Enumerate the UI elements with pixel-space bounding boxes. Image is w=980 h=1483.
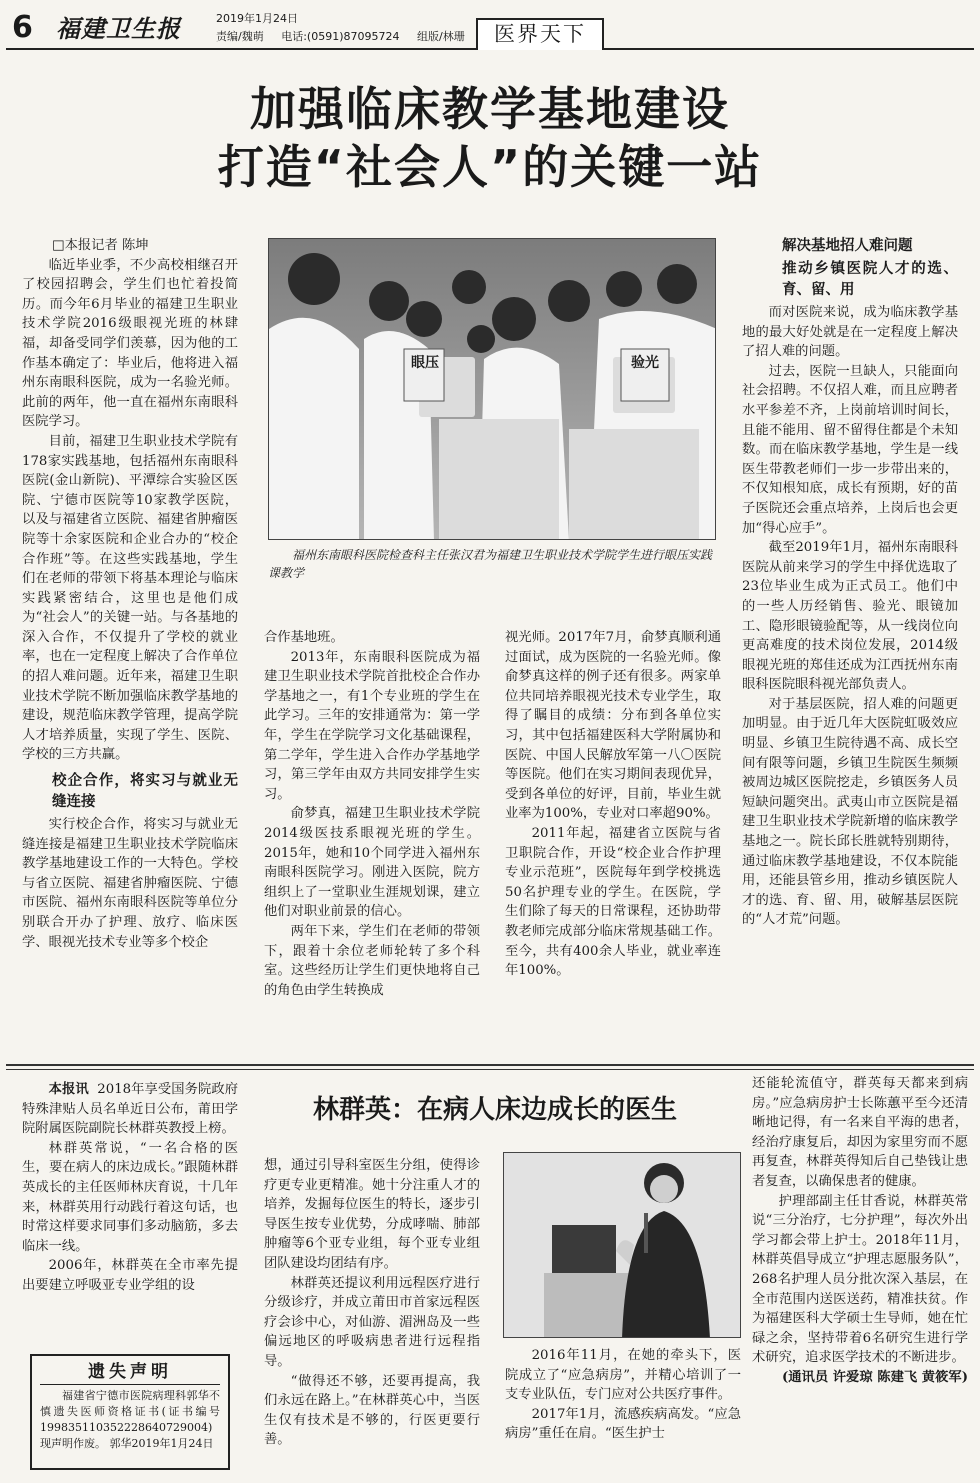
paragraph: 过去，医院一旦缺人，只能面向社会招聘。不仅招人难，而且应聘者水平参差不齐，上岗前培训时间长，且能不能用、留不留得住都是个未知数。而在临床教学基地，学生是一线医生带教老师们一步一步带出来的，不仅知根知底，成长有预期，好的苗子医院还会重点培养，上岗后也会更加“得心应手”。	[742, 363, 958, 536]
article2-column-3	[505, 1346, 741, 1444]
masthead-meta	[216, 28, 479, 44]
section-divider	[6, 1064, 974, 1066]
paragraph: 2018年享受国务院政府特殊津贴人员名单近日公布，莆田学院附属医院副院长林群英教授上榜。	[22, 1082, 239, 1137]
photo-sign-left: 眼压	[411, 355, 439, 371]
lead-label: 本报讯	[48, 1082, 89, 1097]
lost-notice	[30, 1354, 230, 1470]
editor: 责编/魏萌	[216, 30, 264, 43]
paragraph: 2016年11月，在她的牵头下，医院成立了“应急病房”，并精心培训了一支专业队伍，专门应对公共医疗事件。	[505, 1348, 741, 1403]
subhead: 推动乡镇医院人才的选、育、留、用	[782, 261, 958, 298]
paragraph: 合作基地班。	[264, 630, 344, 645]
subhead: 校企合作，将实习与就业无缝连接	[52, 773, 238, 811]
article2-column-1	[22, 1080, 238, 1296]
classroom-photo	[268, 238, 716, 540]
paragraph: 截至2019年1月，福州东南眼科医院从前来学习的学生中择优选取了23位毕业生成为正式员工。他们中的一些人历经销售、验光、眼镜加工、隐形眼镜验配等，从一线岗位向更高难度的技术岗位发展，2014级眼视光班的郑佳还成为江西抚州东南眼科医院眼科视光部负责人。	[742, 540, 958, 693]
paragraph: 2017年1月，流感疾病高发。“应急病房”重任在肩。“医生护士	[505, 1406, 741, 1442]
notice-title: 遗失声明	[40, 1360, 220, 1385]
paragraph: 还能轮流值守，群英每天都来到病房。”应急病房护士长陈蕙平至今还清晰地记得，有一名来自平海的患者，经治疗康复后，却因为家里穷而不愿再复查，林群英得知后自己垫钱让患者复查，以确保患者的健康。	[752, 1076, 968, 1189]
paragraph: “做得还不够，还要再提高，我们永远在路上。”在林群英心中，当医生仅有技术是不够的，行医更要行善。	[264, 1373, 480, 1448]
article2-column-4	[752, 1074, 968, 1388]
paragraph: 俞梦真，福建卫生职业技术学院2014级医技系眼视光班的学生。2015年，她和10个同学进入福州东南眼科医院学习。刚进入医院，院方组织上了一堂职业生涯规划课，建立他们对职业前景的信心。	[264, 806, 480, 920]
paragraph: 对于基层医院，招人难的问题更加明显。由于近几年大医院虹吸效应明显、乡镇卫生院待遇不高、成长空间有限等问题，乡镇卫生院医生频频被周边城区医院挖走，乡镇医务人员短缺问题突出。武夷山市立医院是福建卫生职业技术学院新增的临床教学基地之一。院长邱长胜就特别期待，通过临床教学基地建设，不仅本院能用，还能县管乡用，推动乡镇医院人才的选、育、留、用，破解基层医院的“人才荒”问题。	[742, 696, 958, 928]
section-divider	[6, 1069, 974, 1070]
paragraph: 2011年起，福建省立医院与省卫职院合作，开设“校企业合作护理专业示范班”，医院每年到学校挑选50名护理专业的学生。在医院，学生们除了每天的日常课程，还协助带教老师完成部分临床常规基础工作。至今，共有400余人毕业，就业率连年100%。	[505, 825, 721, 979]
paragraph: 林群英常说，“一名合格的医生，要在病人的床边成长。”跟随林群英成长的主任医师林庆育说，十几年来，林群英用行动践行着这句话，也时常这样要求同事们多动脑筋，多去临床一线。	[22, 1140, 238, 1254]
layout-editor: 组版/林珊	[417, 30, 465, 43]
paragraph: 2013年，东南眼科医院成为福建卫生职业技术学院首批校企合作办学基地之一，有1个专业班的学生在此学习。三年的安排通常为：第一学年，学生在学院学习文化基础课程，第二学年，学生进入合作办学基地学习，第三学年由双方共同安排学生实习。	[264, 649, 480, 802]
masthead	[6, 8, 974, 50]
paragraph: 护理部副主任甘香说，林群英常说“三分治疗，七分护理”，每次外出学习都会带上护士。2018年11月，林群英倡导成立“护理志愿服务队”，268名护理人员分批次深入基层，在全市范围内送医送药，精准扶贫。作为福建医科大学硕士生导师，她在忙碌之余，坚持带着6名研究生进行学术研究，追求医学技术的不断进步。	[752, 1193, 968, 1366]
portrait-photo	[503, 1152, 741, 1338]
section-title: 医界天下	[476, 18, 604, 50]
paragraph: 视光师。2017年7月，俞梦真顺利通过面试，成为医院的一名验光师。像俞梦真这样的例子还有很多。两家单位共同培养眼视光技术专业学生，取得了瞩目的成绩：分布到各单位实习，其中包括福建医科大学附属协和医院、中国人民解放军第一八〇医院等医院。他们在实习期间表现优异，受到各单位的好评，目前，毕业生就业率为100%，专业对口率超90%。	[505, 630, 721, 822]
headline-line-2: 打造“社会人”的关键一站	[217, 140, 763, 194]
subhead: 解决基地招人难问题	[782, 238, 913, 254]
article1-column-3	[505, 628, 721, 981]
paragraph: 而对医院来说，成为临床教学基地的最大好处就是在一定程度上解决了招人难的问题。	[742, 305, 958, 360]
portrait-illustration	[504, 1153, 741, 1338]
byline: □本报记者 陈坤	[52, 238, 149, 253]
paragraph: 临近毕业季，不少高校相继召开了校园招聘会，学生们也忙着投简历。而今年6月毕业的福建卫生职业技术学院2016级眼视光班的林肆福，却备受同学们羡慕，因为他的工作基本确定了：毕业后，他将进入福州东南眼科医院，成为一名验光师。此前的两年，他一直在福州东南眼科医院学习。	[22, 257, 238, 430]
article1-headline	[0, 80, 980, 196]
headline-line-1: 加强临床教学基地建设	[250, 82, 730, 136]
article1-column-4	[742, 236, 958, 930]
phone: 电话:(0591)87095724	[281, 30, 400, 43]
article1-column-2	[264, 628, 480, 1000]
photo-illustration	[269, 239, 716, 540]
page-number: 6	[12, 10, 33, 45]
paragraph: 实行校企合作，将实习与就业无缝连接是福建卫生职业技术学院临床教学基地建设工作的一大特色。学校与省立医院、福建省肿瘤医院、宁德市医院、福州东南眼科医院等单位分别联合开办了护理、放疗、临床医学、眼视光技术专业等多个校企	[22, 817, 238, 950]
paper-name: 福建卫生报	[56, 14, 181, 43]
photo-caption: 福州东南眼科医院检查科主任张汉君为福建卫生职业技术学院学生进行眼压实践课教学	[268, 548, 713, 580]
article2-column-2	[264, 1156, 480, 1450]
notice-body: 福建省宁德市医院病理科郭华不慎遗失医师资格证书(证书编号199835110352228640729004)现声明作废。 郭华2019年1月24日	[40, 1389, 220, 1450]
article1-column-1	[22, 236, 238, 952]
paragraph: 林群英还提议利用远程医疗进行分级诊疗，并成立莆田市首家远程医疗会诊中心，对仙游、湄洲岛及一些偏远地区的呼吸病患者进行远程指导。	[264, 1275, 480, 1369]
credit-line: (通讯员 许爱琼 陈建飞 黄筱军)	[781, 1369, 968, 1385]
photo-sign-right: 验光	[631, 355, 659, 371]
paragraph: 两年下来，学生们在老师的带领下，跟着十余位老师轮转了多个科室。这些经历让学生们更快地将自己的角色由学生转换成	[264, 923, 480, 998]
article2-headline: 林群英：在病人床边成长的医生	[312, 1095, 677, 1125]
paragraph: 2006年，林群英在全市率先提出要建立呼吸亚专业学组的设	[22, 1258, 238, 1293]
paragraph: 目前，福建卫生职业技术学院有178家实践基地，包括福州东南眼科医院(金山新院)、平潭综合实验区医院、宁德市医院等10家教学医院，以及与福建省立医院、福建省肿瘤医院等十余家医院和企业合办的“校企合作班”等。在这些实践基地，学生们在老师的带领下将基本理论与临床实践紧密结合，这里也是他们成为“社会人”的关键一站。与各基地的深入合作，不仅提升了学校的就业率，也在一定程度上解决了合作单位的招人难问题。近年来，福建卫生职业技术学院不断加强临床教学基地的建设，规范临床教学管理，提高学院人才培养质量，实现了学生、医院、学校的三方共赢。	[22, 433, 238, 763]
issue-date: 2019年1月24日	[216, 12, 298, 25]
paragraph: 想，通过引导科室医生分组，使得诊疗更专业更精准。她十分注重人才的培养，发掘每位医生的特长，逐步引导医生按专业优势，分成哮喘、肺部肿瘤等6个亚专业组，每个亚专业组团队建设均团结有序。	[264, 1158, 480, 1271]
